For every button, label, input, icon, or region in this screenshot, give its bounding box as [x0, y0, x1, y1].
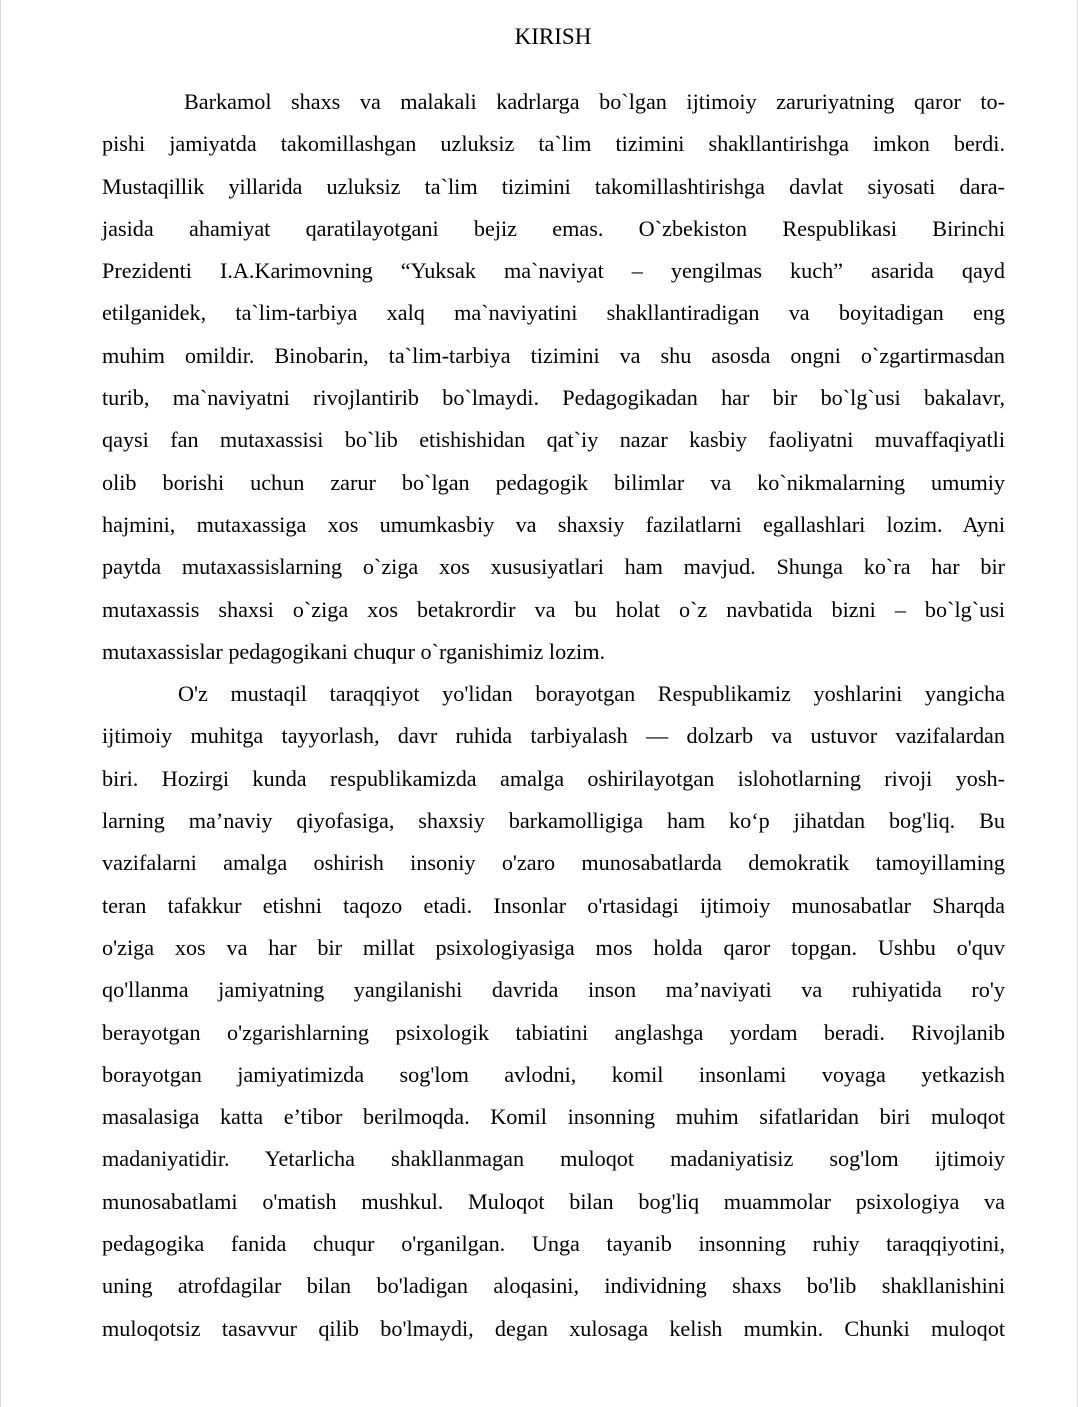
text-line: mutaxassis shaxsi o`ziga xos betakrordir va bu holat o`z navbatida bizni – bo`lg`usi — [102, 596, 1005, 622]
text-line: munosabatlami o'matish mushkul. Muloqot bilan bog'liq muammolar psixologiya va — [102, 1188, 1005, 1214]
text-line: etilganidek, ta`lim-tarbiya xalq ma`naviyatini shakllantiradigan va boyitadigan eng — [102, 300, 1005, 326]
text-line: hajmini, mutaxassiga xos umumkasbiy va shaxsiy fazilatlarni egallashlari lozim. Ayni — [102, 511, 1005, 537]
text-line: muloqotsiz tasavvur qilib bo'lmaydi, degan xulosaga kelish mumkin. Chunki muloqot — [102, 1315, 1005, 1341]
text-line: qo'llanma jamiyatning yangilanishi davrida inson ma’naviyati va ruhiyatida ro'y — [102, 977, 1005, 1003]
text-line: qaysi fan mutaxassisi bo`lib etishishidan qat`iy nazar kasbiy faoliyatni muvaffaqiyatli — [102, 427, 1005, 453]
text-line: borayotgan jamiyatimizda sog'lom avlodni, komil insonlami voyaga yetkazish — [102, 1061, 1005, 1087]
text-line: O'z mustaqil taraqqiyot yo'lidan borayotgan Respublikamiz yoshlarini yangicha — [178, 681, 1005, 707]
text-line: berayotgan o'zgarishlarning psixologik tabiatini anglashga yordam beradi. Rivojlanib — [102, 1019, 1005, 1045]
text-line: paytda mutaxassislarning o`ziga xos xususiyatlari ham mavjud. Shunga ko`ra har bir — [102, 554, 1005, 580]
text-line: Prezidenti I.A.Karimovning “Yuksak ma`naviyat – yengilmas kuch” asarida qayd — [102, 258, 1005, 284]
text-line: muhim omildir. Binobarin, ta`lim-tarbiya tizimini va shu asosda ongni o`zgartirmasdan — [102, 342, 1005, 368]
text-line: Mustaqillik yillarida uzluksiz ta`lim tizimini takomillashtirishga davlat siyosati dara- — [102, 173, 1005, 199]
text-line: jasida ahamiyat qaratilayotgani bejiz emas. O`zbekiston Respublikasi Birinchi — [102, 215, 1005, 241]
text-line: biri. Hozirgi kunda respublikamizda amalga oshirilayotgan islohotlarning rivoji yosh- — [102, 765, 1005, 791]
text-line: teran tafakkur etishni taqozo etadi. Insonlar o'rtasidagi ijtimoiy munosabatlar Sharqda — [102, 892, 1005, 918]
text-line: madaniyatidir. Yetarlicha shakllanmagan muloqot madaniyatisiz sog'lom ijtimoiy — [102, 1146, 1005, 1172]
text-line: vazifalarni amalga oshirish insoniy o'zaro munosabatlarda demokratik tamoyillaming — [102, 850, 1005, 876]
page-heading: KIRISH — [514, 24, 592, 49]
text-line: larning ma’naviy qiyofasiga, shaxsiy barkamolligiga ham ko‘p jihatdan bog'liq. Bu — [102, 808, 1005, 834]
text-line: turib, ma`naviyatni rivojlantirib bo`lmaydi. Pedagogikadan har bir bo`lg`usi bakalavr, — [102, 385, 1005, 411]
text-line: masalasiga katta e’tibor berilmoqda. Komil insonning muhim sifatlaridan biri muloqot — [102, 1104, 1005, 1130]
text-line: olib borishi uchun zarur bo`lgan pedagogik bilimlar va ko`nikmalarning umumiy — [102, 469, 1005, 495]
text-line: o'ziga xos va har bir millat psixologiyasiga mos holda qaror topgan. Ushbu o'quv — [102, 934, 1005, 960]
text-line: ijtimoiy muhitga tayyorlash, davr ruhida tarbiyalash — dolzarb va ustuvor vazifalardan — [102, 723, 1005, 749]
paragraph-2 — [102, 673, 1005, 1350]
text-line: pishi jamiyatda takomillashgan uzluksiz ta`lim tizimini shakllantirishga imkon berdi. — [102, 131, 1005, 157]
text-line: uning atrofdagilar bilan bo'ladigan aloqasini, individning shaxs bo'lib shakllanishini — [102, 1273, 1005, 1299]
text-line: pedagogika fanida chuqur o'rganilgan. Unga tayanib insonning ruhiy taraqqiyotini, — [102, 1231, 1005, 1257]
text-line: Barkamol shaxs va malakali kadrlarga bo`lgan ijtimoiy zaruriyatning qaror to- — [184, 89, 1005, 114]
document-body — [102, 81, 1005, 1350]
text-line: mutaxassislar pedagogikani chuqur o`rganishimiz lozim. — [102, 638, 606, 664]
paragraph-1 — [102, 81, 1005, 673]
